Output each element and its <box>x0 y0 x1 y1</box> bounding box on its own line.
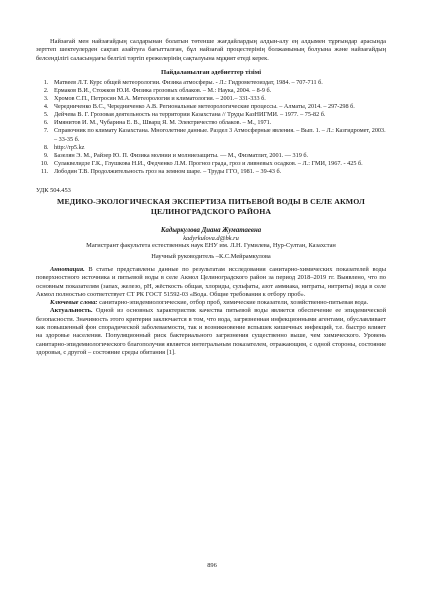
abstract-text: В статье представлены данные по результатам исследования санитарно-химических показателей воды поверхностного источника и питьевой воды в селе Акмол Целиноградского район за период 2018–2019 гг. Выявлено, что по основным показателям (запах, железо, pH, жёсткость общая, хлориды, сульфаты, азот аммиака, нитраты, нитриты) вода в селе Акмол полностью соответствует СТ РК ГОСТ 51592-03 «Вода. Общие требования к отбору проб». <box>36 265 386 298</box>
reference-item: 10. Сулаквелидзе Г.К., Глушкова Н.И., Федченко Л.М. Прогноз града, гроз и ливневых осадков. – Л.: ГМИ, 1967. - 425 б. <box>50 160 386 168</box>
keywords-paragraph <box>36 299 386 307</box>
abstract-label: Аннотация. <box>50 265 85 273</box>
references-title: Пайдаланылған әдебиеттер тізімі <box>160 68 262 76</box>
relevance-label: Актуальность. <box>50 307 93 315</box>
intro-paragraph: Найзағай мен найзағайдың салдарынан болатын төтенше жағдайлардың алдын-алу ең алдымен тұрғындар арасында зерттеп шектеулерден сақтап азайтуға бағытталған, бұл найзағай процестерінің болжамының болуына және найзағайдың белсенділігі саласындағы белгілі тәртіп ережелерінің сақталуына мұқият етеді керек. <box>36 38 386 62</box>
author-name: Кадыркулова Диана Жуматаевна <box>160 226 262 234</box>
udc-code: УДК 504.453 <box>36 187 71 195</box>
relevance-paragraph <box>36 307 386 357</box>
reference-item: 5. Дейчева В. Г. Грозовая деятельность на территории Казахстана // Труды КазНИГМИ. – 1977. – 75-82 б. <box>50 111 386 119</box>
reference-item: 8. http://rp5.kz <box>50 144 386 152</box>
reference-item: 6. Имянитов И. М., Чубарина Е. В., Шварц Я. М. Электричество облаков. – М., 1971. <box>50 119 386 127</box>
reference-item: 1. Матвеев Л.Т. Курс общей метеорологии. Физика атмосферы. - Л.: Гидрометеоиздат, 1984. – 707-711 б. <box>50 79 386 87</box>
abstract-paragraph <box>36 266 386 299</box>
supervisor: Научный руководитель –К.С.Мейрамкулова <box>151 252 271 260</box>
author-affiliation: Магистрант факультета естественных наук ЕНУ им. Л.Н. Гумилева, Нур-Султан, Казахстан <box>86 241 336 249</box>
keywords-text: санитарно-эпидемиологические, отбор проб, химические показатели, хозяйственно-питьевая вода. <box>97 299 369 307</box>
reference-item: 2. Ермаков В.И., Стожков Ю.И. Физика грозовых облаков. – М.: Наука, 2004. – 8-9 б. <box>50 87 386 95</box>
article-title: МЕДИКО-ЭКОЛОГИЧЕСКАЯ ЭКСПЕРТИЗА ПИТЬЕВОЙ ВОДЫ В СЕЛЕ АКМОЛ ЦЕЛИНОГРАДСКОГО РАЙОНА <box>57 197 365 216</box>
reference-item: 11. Лободин Т.В. Продолжительность гроз на земном шаре. – Труды ГГО, 1981. – 39-43 б. <box>50 168 386 176</box>
reference-item: 3. Хромов С.П., Петросян М.А. Метеорология и климатология. – 2001.– 331-333 б. <box>50 95 386 103</box>
reference-item: 4. Чередниченко В.С., Чередниченко А.В. Региональные метеорологические процессы. – Алматы, 2014. – 297-298 б. <box>50 103 386 111</box>
keywords-label: Ключевые слова: <box>50 299 98 307</box>
reference-item: 9. Базелян Э. М., Райзер Ю. П. Физика молнии и молниезащиты. — М., Физматлит, 2001. — 319 б. <box>50 152 386 160</box>
references-list <box>36 79 386 176</box>
reference-item: 7. Справочник по климату Казахстана. Многолетние данные. Раздел 3 Атмосферные явления. – Вып. 1. – Л.: Казгидромет, 2003. – 33-35 б. <box>50 127 386 143</box>
author-email: kadyrkulova.d@bk.ru <box>183 234 239 242</box>
page-number: 896 <box>207 562 217 569</box>
relevance-text: Одной из основных характеристик качества питьевой воды является обеспечение ее эпидемической безопасности. Значимость этого критерия заключается в том, что вода, загрязненная инфекционными агентами, обуславливает как повышенный фон спорадической заболеваемости, так и возникновение вспышек кишечных инфекций, т.е. быстро влияет на здоровье населения. Популяционный риск бактериального загрязнения существенно выше, чем химического. Уровень санитарно-эпидемиологического благополучия является интегральным показателем, отражающим, с одной стороны, состояние здоровья, с другой – состояние среды обитания [1]. <box>36 307 386 356</box>
